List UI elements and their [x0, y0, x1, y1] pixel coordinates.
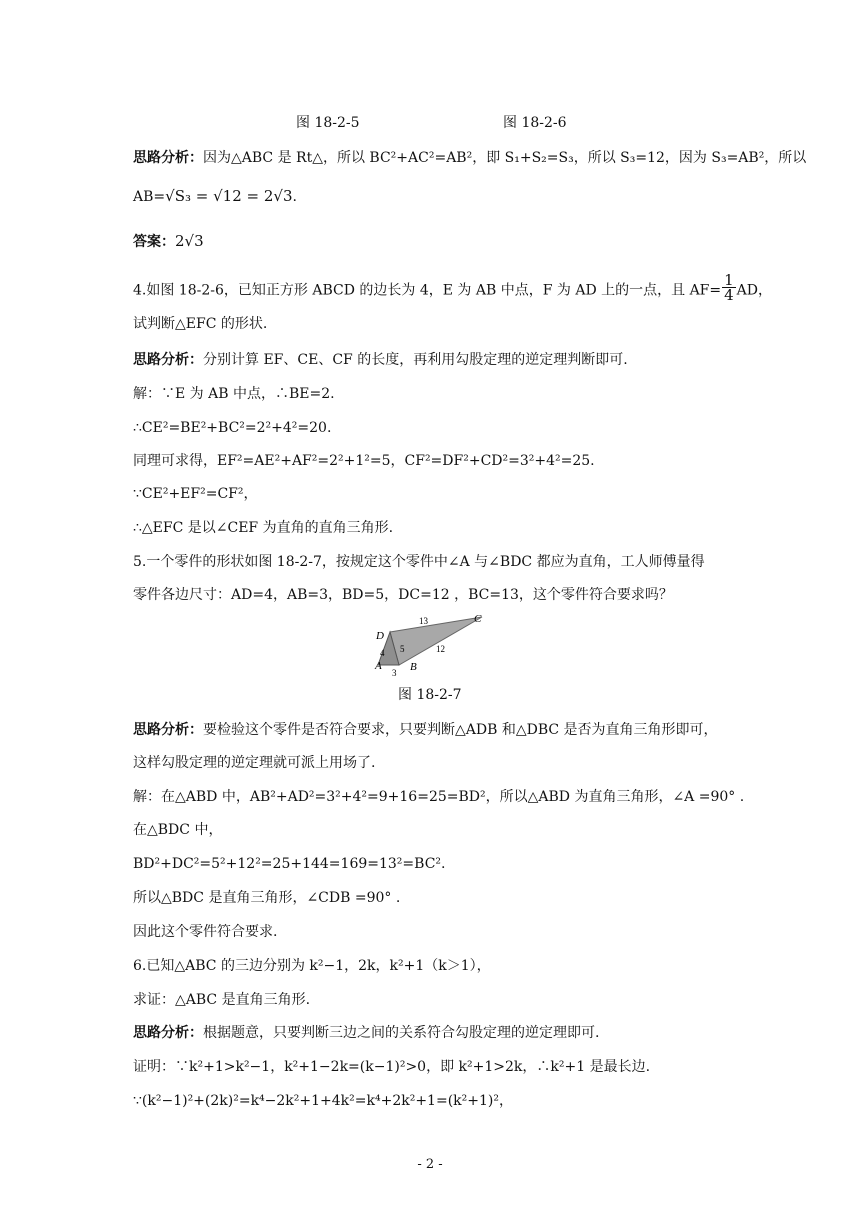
q5-analysis-line2: 这样勾股定理的逆定理就可派上用场了.: [133, 755, 376, 771]
side-label-dc: 13: [419, 616, 428, 626]
analysis-text: 要检验这个零件是否符合要求，只要判断△ADB 和△DBC 是否为直角三角形即可，: [203, 722, 718, 738]
triangle-dbc: [390, 617, 482, 665]
p3-ab-formula: [133, 186, 297, 207]
figure-caption-18-2-6: 图 18-2-6: [503, 115, 567, 131]
q4-solution-3: 同理可求得，EF²=AE²+AF²=2²+1²=5，CF²=DF²+CD²=3²+4²=25.: [133, 453, 595, 469]
q6-proof-2: ∵(k²−1)²+(2k)²=k⁴−2k²+1+4k²=k⁴+2k²+1=(k²+1)²，: [133, 1093, 513, 1109]
q4-solution-1: 解：∵E 为 AB 中点，∴BE=2.: [133, 386, 335, 402]
vertex-label-a: A: [375, 660, 382, 672]
p3-answer: [133, 231, 204, 252]
vertex-label-d: D: [376, 630, 384, 642]
q4-fraction: [722, 273, 736, 302]
ab-prefix: AB=: [133, 189, 166, 205]
q4-solution-2: ∴CE²=BE²+BC²=2²+4²=20.: [133, 420, 332, 436]
vertex-label-c: C: [474, 613, 482, 625]
q6-proof-1: 证明：∵k²+1>k²−1，k²+1−2k=(k−1)²>0，即 k²+1>2k，∴k²+1 是最长边.: [133, 1059, 651, 1075]
side-label-bc: 12: [436, 644, 445, 654]
q4-analysis: [133, 350, 628, 370]
q5-solution-5: 因此这个零件符合要求.: [133, 924, 278, 940]
fraction-denominator: 4: [724, 286, 734, 304]
q5-analysis-line1: [133, 720, 718, 740]
ab-formula: √S₃ = √12 = 2√3: [165, 187, 293, 205]
q4-statement-line2: 试判断△EFC 的形状.: [133, 316, 268, 332]
q5-solution-3: BD²+DC²=5²+12²=25+144=169=13²=BC².: [133, 856, 446, 872]
q6-statement-line1: 6.已知△ABC 的三边分别为 k²−1，2k，k²+1（k＞1），: [133, 958, 491, 974]
q5-solution-1: 解：在△ABD 中，AB²+AD²=3²+4²=9+16=25=BD²，所以△ABD 为直角三角形，∠A =90° .: [133, 789, 745, 805]
p3-analysis: [133, 148, 806, 168]
fraction-numerator: 1: [724, 271, 734, 289]
q5-solution-2: 在△BDC 中，: [133, 822, 223, 838]
answer-label: 答案：: [133, 234, 175, 250]
side-label-ab: 3: [392, 668, 397, 678]
q4-solution-5: ∴△EFC 是以∠CEF 为直角的直角三角形.: [133, 520, 394, 536]
analysis-text: 因为△ABC 是 Rt△，所以 BC²+AC²=AB²，即 S₁+S₂=S₃，所以 S₃=12，因为 S₃=AB²，所以: [203, 150, 807, 166]
side-label-bd: 5: [400, 644, 405, 654]
analysis-label: 思路分析：: [133, 722, 203, 738]
side-label-ad: 4: [380, 648, 385, 658]
analysis-label: 思路分析：: [133, 352, 203, 368]
analysis-text: 分别计算 EF、CE、CF 的长度，再利用勾股定理的逆定理判断即可.: [203, 352, 628, 368]
q4-text-b: AD，: [736, 282, 773, 299]
analysis-label: 思路分析：: [133, 150, 203, 166]
ab-end: .: [292, 189, 297, 205]
analysis-text: 根据题意，只要判断三边之间的关系符合勾股定理的逆定理即可.: [203, 1025, 600, 1041]
q5-solution-4: 所以△BDC 是直角三角形，∠CDB =90° .: [133, 890, 401, 906]
q4-statement-line1: [133, 271, 773, 305]
analysis-label: 思路分析：: [133, 1025, 203, 1041]
q6-statement-line2: 求证：△ABC 是直角三角形.: [133, 992, 311, 1008]
q6-analysis: [133, 1023, 599, 1043]
vertex-label-b: B: [410, 661, 417, 673]
page-number: - 2 -: [417, 1157, 443, 1172]
q4-solution-4: ∵CE²+EF²=CF²，: [133, 486, 258, 502]
answer-value: 2√3: [175, 232, 204, 250]
q5-statement-line1: 5.一个零件的形状如图 18-2-7，按规定这个零件中∠A 与∠BDC 都应为直角，工人师傅量得: [133, 554, 705, 570]
figure-caption-18-2-5: 图 18-2-5: [296, 115, 360, 131]
figure-18-2-7: [368, 610, 528, 680]
q4-text-a: 4.如图 18-2-6，已知正方形 ABCD 的边长为 4，E 为 AB 中点，F 为 AD 上的一点，且 AF=: [133, 282, 722, 299]
figure-caption-18-2-7: 图 18-2-7: [398, 687, 462, 703]
q5-statement-line2: 零件各边尺寸：AD=4，AB=3，BD=5，DC=12 ，BC=13，这个零件符合要求吗？: [133, 587, 673, 603]
